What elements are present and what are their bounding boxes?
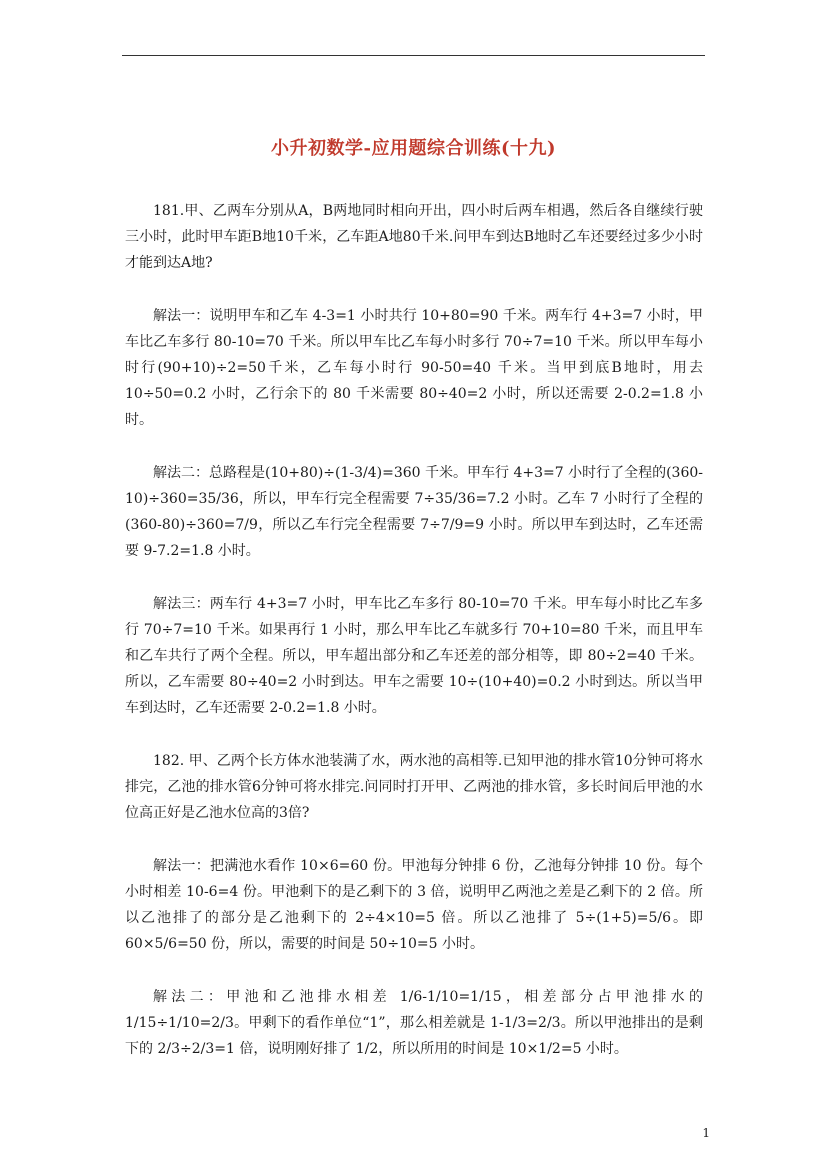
problem-182-solution-2: 解法二：甲池和乙池排水相差 1/6-1/10=1/15，相差部分占甲池排水的 1/15÷1/10=2/3。甲剩下的看作单位“1”，那么相差就是 1-1/3=2/3。所以甲池排出的是剩下的 2/3÷2/3=1 倍，说明刚好排了 1/2，所以所用的时间是 10×1/2=5 小时。 <box>125 989 703 1057</box>
problem-181-solution-3: 解法三：两车行 4+3=7 小时，甲车比乙车多行 80-10=70 千米。甲车每小时比乙车多行 70÷7=10 千米。如果再行 1 小时，那么甲车比乙车就多行 70+10=80 千米，而且甲车和乙车共行了两个全程。所以，甲车超出部分和乙车还差的部分相等，即 80÷2=40 千米。所以，乙车需要 80÷40=2 小时到达。甲车之需要 10÷(10+40)=0.2 小时到达。所以当甲车到达时，乙车还需要 2-0.2=1.8 小时。 <box>125 596 703 716</box>
problem-181-solution-1: 解法一：说明甲车和乙车 4-3=1 小时共行 10+80=90 千米。两车行 4+3=7 小时，甲车比乙车多行 80-10=70 千米。所以甲车比乙车每小时多行 70÷7=10 千米。所以甲车每小时行(90+10)÷2=50千米，乙车每小时行 90-50=40 千米。当甲到底B地时，用去 10÷50=0.2 小时，乙行余下的 80 千米需要 80÷40=2 小时，所以还需要 2-0.2=1.8 小时。 <box>125 308 703 428</box>
problem-181-solution-2: 解法二：总路程是(10+80)÷(1-3/4)=360 千米。甲车行 4+3=7 小时行了全程的(360-10)÷360=35/36，所以，甲车行完全程需要 7÷35/36=7.2 小时。乙车 7 小时行了全程的(360-80)÷360=7/9，所以乙车行完全程需要 7÷7/9=9 小时。所以甲车到达时，乙车还需要 9-7.2=1.8 小时。 <box>125 465 704 559</box>
page-number: 1 <box>702 1126 710 1140</box>
header-rule <box>122 55 705 56</box>
document-body <box>125 198 703 1089</box>
document-title: 小升初数学-应用题综合训练(十九) <box>270 138 556 159</box>
problem-182-solution-1: 解法一：把满池水看作 10×6=60 份。甲池每分钟排 6 份，乙池每分钟排 10 份。每个小时相差 10-6=4 份。甲池剩下的是乙剩下的 3 倍，说明甲乙两池之差是乙剩下的 2 倍。所以乙池排了的部分是乙池剩下的 2÷4×10=5 倍。所以乙池排了 5÷(1+5)=5/6。即 60×5/6=50 份，所以，需要的时间是 50÷10=5 小时。 <box>125 858 703 952</box>
problem-181-statement: 181.甲、乙两车分别从A，B两地同时相向开出，四小时后两车相遇，然后各自继续行驶三小时，此时甲车距B地10千米，乙车距A地80千米.问甲车到达B地时乙车还要经过多少小时才能到达A地? <box>125 203 703 271</box>
problem-182-statement: 182. 甲、乙两个长方体水池装满了水，两水池的高相等.已知甲池的排水管10分钟可将水排完，乙池的排水管6分钟可将水排完.问同时打开甲、乙两池的排水管，多长时间后甲池的水位高正好是乙池水位高的3倍? <box>125 753 703 821</box>
